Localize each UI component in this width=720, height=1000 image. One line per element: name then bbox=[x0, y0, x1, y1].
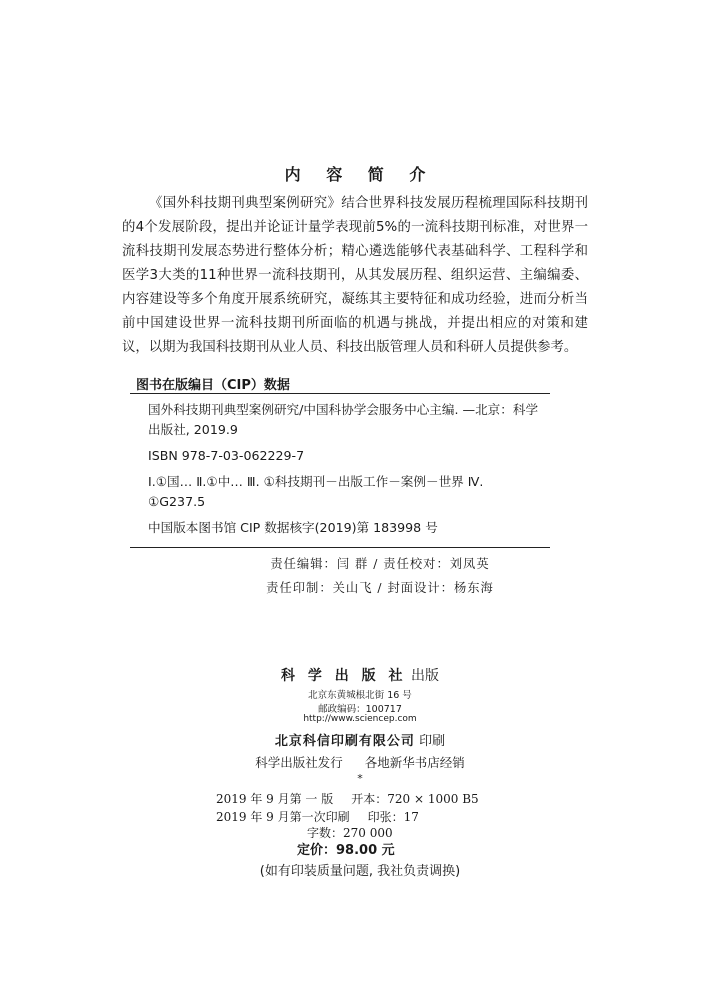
cip-heading: 图书在版编目（CIP）数据 bbox=[136, 378, 290, 393]
price: 定价：98.00 元 bbox=[297, 843, 395, 858]
format-text: 开本：720 × 1000 B5 bbox=[351, 792, 479, 806]
abstract-text: 《国外科技期刊典型案例研究》结合世界科技发展历程梳理国际科技期刊的4个发展阶段，提出并论证计量学表现前5%的一流科技期刊标准，对世界一流科技期刊发展态势进行整体分析；精心遴选能够代表基础科学、工程科学和医学3大类的11种世界一流科技期刊，从其发展历程、组织运营、主编编委、内容建设等多个角度开展系统研究，凝练其主要特征和成功经验，进而分析当前中国建设世界一流科技期刊所面临的机遇与挑战，并提出相应的对策和建议，以期为我国科技期刊从业人员、科技出版管理人员和科研人员提供参考。 bbox=[122, 196, 588, 355]
distribution-issuer: 科学出版社发行 bbox=[255, 755, 343, 770]
printing-row bbox=[216, 808, 419, 825]
publisher-line bbox=[0, 665, 720, 685]
cip-isbn: ISBN 978-7-03-062229-7 bbox=[148, 448, 305, 463]
publisher-name: 科 学 出 版 社 bbox=[281, 668, 407, 684]
printer-suffix: 印刷 bbox=[414, 734, 446, 749]
word-count: 字数：270 000 bbox=[307, 826, 393, 840]
cip-bottom-rule bbox=[130, 547, 550, 548]
distribution-seller: 各地新华书店经销 bbox=[364, 755, 465, 770]
printer-line bbox=[0, 730, 720, 749]
distribution-line bbox=[0, 753, 720, 771]
cip-entry: 国外科技期刊典型案例研究/中国科协学会服务中心主编. —北京：科学出版社, 2019.9 bbox=[148, 402, 539, 437]
sheets-text: 印张：17 bbox=[367, 810, 419, 824]
publisher-suffix: 出版 bbox=[406, 668, 439, 684]
cip-block bbox=[148, 400, 544, 544]
publisher-url: http://www.sciencep.com bbox=[303, 714, 417, 724]
printer-name: 北京科信印刷有限公司 bbox=[274, 734, 415, 749]
credits-production: 责任印制：关山飞 / 封面设计：杨东海 bbox=[266, 581, 494, 595]
publisher-zip: 邮政编码：100717 bbox=[318, 704, 402, 715]
credits-editors: 责任编辑：闫 群 / 责任校对：刘凤英 bbox=[270, 557, 490, 571]
cip-record: 中国版本图书馆 CIP 数据核字(2019)第 183998 号 bbox=[148, 520, 438, 535]
separator-star: * bbox=[357, 772, 363, 785]
cip-subjects: Ⅰ.①国… Ⅱ.①中… Ⅲ. ①科技期刊－出版工作－案例－世界 Ⅳ. ①G237.5 bbox=[148, 474, 484, 509]
printing-text: 2019 年 9 月第一次印刷 bbox=[216, 810, 350, 824]
publisher-address: 北京东黄城根北街 16 号 bbox=[308, 690, 412, 701]
cip-top-rule bbox=[130, 393, 550, 394]
quality-note: (如有印装质量问题, 我社负责调换) bbox=[259, 864, 461, 879]
edition-text: 2019 年 9 月第 一 版 bbox=[216, 792, 334, 806]
edition-row bbox=[216, 790, 479, 807]
page-title: 内 容 简 介 bbox=[284, 165, 436, 184]
